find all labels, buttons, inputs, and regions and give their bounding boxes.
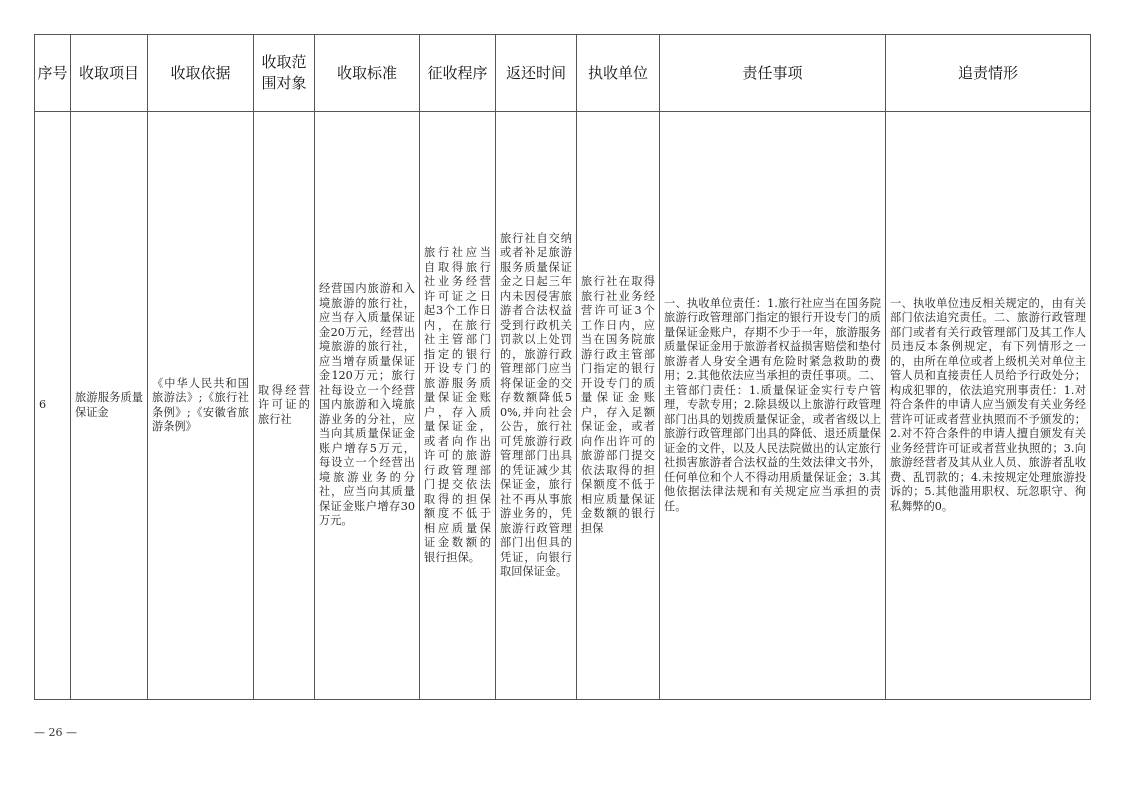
header-responsibility: 责任事项: [660, 35, 886, 112]
header-unit: 执收单位: [577, 35, 660, 112]
header-return-time: 返还时间: [496, 35, 577, 112]
cell-basis: 《中华人民共和国旅游法》;《旅行社条例》;《安徽省旅游条例》: [148, 112, 254, 700]
cell-return-time: 旅行社自交纳或者补足旅游服务质量保证金之日起三年内未因侵害旅游者合法权益受到行政机关罚款以上处罚的，旅游行政管理部门应当将保证金的交存数额降低50%,并向社会公告，旅行社可凭旅游行政管理部门出具的凭证减少其保证金，旅行社不再从事旅游业务的，凭旅游行政管理部门出但具的凭证，向银行取回保证金。: [496, 112, 577, 700]
header-scope: 收取范围对象: [254, 35, 315, 112]
cell-accountability: 一、执收单位违反相关规定的，由有关部门依法追究责任。二、旅游行政管理部门或者有关行政管理部门及其工作人员违反本条例规定，有下列情形之一的，由所在单位或者上级机关对单位主管人员和直接责任人员给予行政处分；构成犯罪的，依法追究刑事责任：1.对符合条件的申请人应当颁发有关业务经营许可证或者营业执照而不予颁发的；2.对不符合条件的申请人擅自颁发有关业务经营许可证或者营业执照的；3.向旅游经营者及其从业人员、旅游者乱收费、乱罚款的；4.未按规定处理旅游投诉的；5.其他滥用职权、玩忽职守、徇私舞弊的0。: [886, 112, 1091, 700]
cell-number: 6: [35, 112, 71, 700]
header-standard: 收取标准: [315, 35, 420, 112]
cell-standard: 经营国内旅游和入境旅游的旅行社，应当存入质量保证金20万元，经营出境旅游的旅行社，应当增存质量保证金120万元；旅行社每设立一个经营国内旅游和入境旅游业务的分社，应当向其质量保证金账户增存5万元，每设立一个经营出境旅游业务的分社，应当向其质量保证金账户增存30万元。: [315, 112, 420, 700]
cell-scope: 取得经营许可证的旅行社: [254, 112, 315, 700]
table-row: [35, 112, 1091, 700]
cell-responsibility: 一、执收单位责任：1.旅行社应当在国务院旅游行政管理部门指定的银行开设专门的质量保证金账户，存期不少于一年，旅游服务质量保证金用于旅游者权益损害赔偿和垫付旅游者人身安全遇有危险时紧急救助的费用；2.其他依法应当承担的责任事项。二、主管部门责任：1.质量保证金实行专户管理，专款专用；2.除县级以上旅游行政管理部门出具的划拨质量保证金，或者省级以上旅游行政管理部门出具的降低、退还质量保证金的文件，以及人民法院做出的认定旅行社损害旅游者合法权益的生效法律文书外，任何单位和个人不得动用质量保证金；3.其他依据法律法规和有关规定应当承担的责任。: [660, 112, 886, 700]
header-procedure: 征收程序: [420, 35, 496, 112]
header-accountability: 追责情形: [886, 35, 1091, 112]
header-basis: 收取依据: [148, 35, 254, 112]
cell-item: 旅游服务质量保证金: [71, 112, 148, 700]
page-number: — 26 —: [34, 726, 77, 739]
header-number: 序号: [35, 35, 71, 112]
cell-unit: 旅行社在取得旅行社业务经营许可证3个工作日内，应当在国务院旅游行政主管部门指定的银行开设专门的质量保证金账户，存入足额保证金，或者向作出许可的旅游部门提交依法取得的担保额度不低于相应质量保证金数额的银行担保: [577, 112, 660, 700]
fee-table: [34, 34, 1091, 700]
cell-procedure: 旅行社应当自取得旅行社业务经营许可证之日起3个工作日内，在旅行社主管部门指定的银行开设专门的旅游服务质量保证金账户，存入质量保证金，或者向作出许可的旅游行政管理部门提交依法取得的担保额度不低于相应质量保证金数额的银行担保。: [420, 112, 496, 700]
header-item: 收取项目: [71, 35, 148, 112]
table-header-row: [35, 35, 1091, 112]
